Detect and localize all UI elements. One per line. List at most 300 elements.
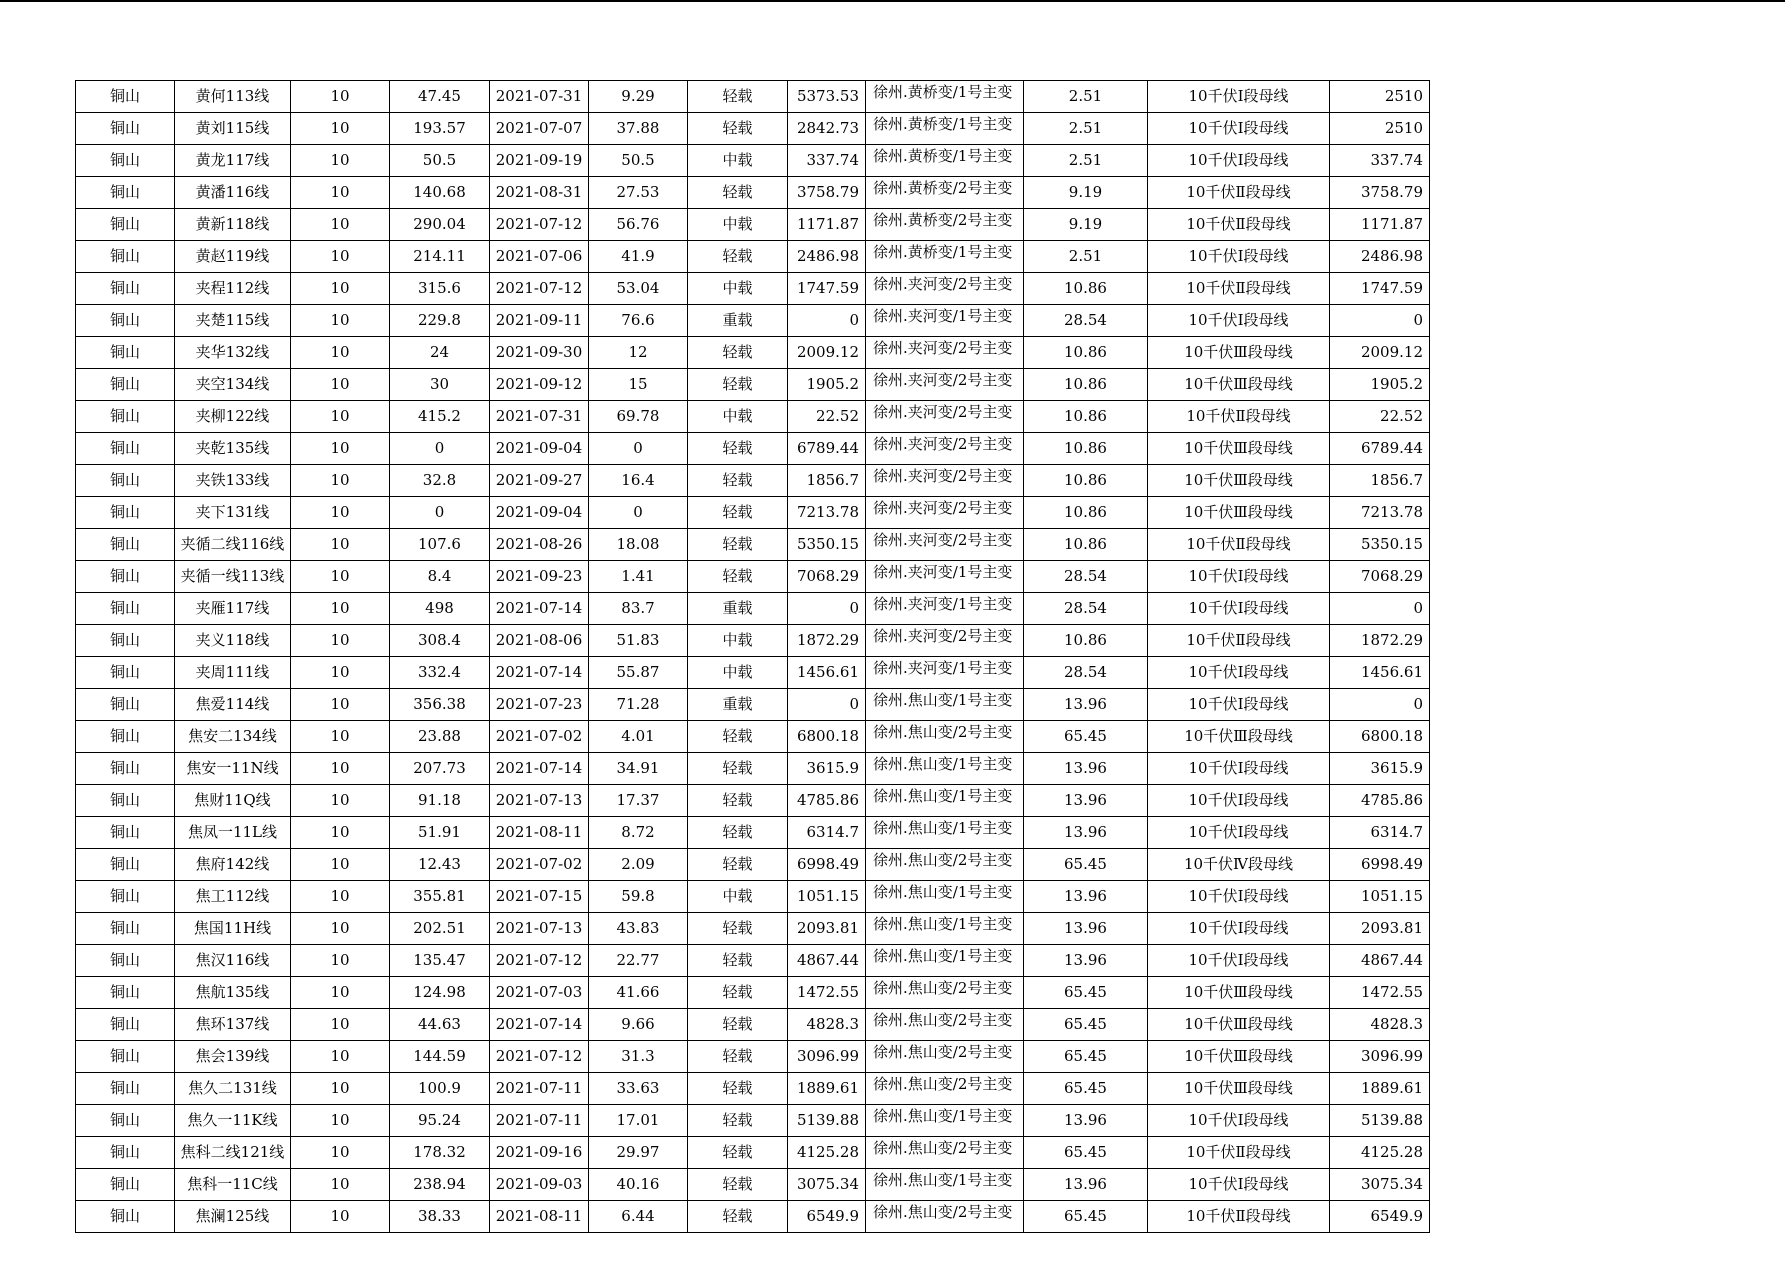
- load-rate-cell: 71.28: [589, 689, 688, 721]
- substation-transformer-text: 徐州.黄桥变/2号主变: [873, 211, 1013, 229]
- max-current-cell: 135.47: [390, 945, 490, 977]
- substation-transformer-cell: [866, 977, 1024, 1009]
- date-cell: 2021-09-04: [490, 433, 589, 465]
- max-current-cell: 308.4: [390, 625, 490, 657]
- substation-transformer-cell: [866, 625, 1024, 657]
- transferable-capacity-cell: 3096.99: [1330, 1041, 1430, 1073]
- max-current-cell: 12.43: [390, 849, 490, 881]
- available-capacity-cell: 1889.61: [788, 1073, 866, 1105]
- district-cell: 铜山: [76, 1073, 175, 1105]
- load-rate-cell: 12: [589, 337, 688, 369]
- date-cell: 2021-07-14: [490, 657, 589, 689]
- substation-transformer-text: 徐州.焦山变/1号主变: [873, 819, 1013, 837]
- load-level-cell: 轻载: [688, 1009, 788, 1041]
- transformer-margin-cell: 28.54: [1024, 305, 1148, 337]
- load-level-cell: 中载: [688, 401, 788, 433]
- load-rate-cell: 37.88: [589, 113, 688, 145]
- substation-transformer-text: 徐州.焦山变/2号主变: [873, 723, 1013, 741]
- load-level-cell: 轻载: [688, 433, 788, 465]
- bus-section-cell: 10千伏Ⅰ段母线: [1148, 593, 1330, 625]
- available-capacity-cell: 22.52: [788, 401, 866, 433]
- date-cell: 2021-07-03: [490, 977, 589, 1009]
- max-current-cell: 207.73: [390, 753, 490, 785]
- max-current-cell: 355.81: [390, 881, 490, 913]
- table-row: [76, 465, 1430, 497]
- district-cell: 铜山: [76, 689, 175, 721]
- available-capacity-cell: 1856.7: [788, 465, 866, 497]
- substation-transformer-cell: [866, 529, 1024, 561]
- bus-section-cell: 10千伏Ⅱ段母线: [1148, 1137, 1330, 1169]
- feeder-name-cell: 焦环137线: [175, 1009, 291, 1041]
- load-rate-cell: 4.01: [589, 721, 688, 753]
- substation-transformer-cell: [866, 1105, 1024, 1137]
- max-current-cell: 290.04: [390, 209, 490, 241]
- transformer-margin-cell: 13.96: [1024, 1105, 1148, 1137]
- transformer-margin-cell: 10.86: [1024, 273, 1148, 305]
- district-cell: 铜山: [76, 337, 175, 369]
- load-rate-cell: 31.3: [589, 1041, 688, 1073]
- load-level-cell: 轻载: [688, 753, 788, 785]
- date-cell: 2021-07-13: [490, 913, 589, 945]
- available-capacity-cell: 1872.29: [788, 625, 866, 657]
- substation-transformer-text: 徐州.焦山变/2号主变: [873, 1139, 1013, 1157]
- max-current-cell: 178.32: [390, 1137, 490, 1169]
- voltage-cell: 10: [291, 401, 390, 433]
- transformer-margin-cell: 13.96: [1024, 1169, 1148, 1201]
- transformer-margin-cell: 13.96: [1024, 753, 1148, 785]
- substation-transformer-text: 徐州.夹河变/2号主变: [873, 467, 1013, 485]
- available-capacity-cell: 2842.73: [788, 113, 866, 145]
- feeder-name-cell: 焦府142线: [175, 849, 291, 881]
- district-cell: 铜山: [76, 305, 175, 337]
- date-cell: 2021-07-14: [490, 593, 589, 625]
- transformer-margin-cell: 10.86: [1024, 401, 1148, 433]
- district-cell: 铜山: [76, 1105, 175, 1137]
- feeder-name-cell: 夹循一线113线: [175, 561, 291, 593]
- transferable-capacity-cell: 1747.59: [1330, 273, 1430, 305]
- available-capacity-cell: 6800.18: [788, 721, 866, 753]
- feeder-name-cell: 黄新118线: [175, 209, 291, 241]
- date-cell: 2021-09-04: [490, 497, 589, 529]
- load-rate-cell: 69.78: [589, 401, 688, 433]
- table-row: [76, 561, 1430, 593]
- load-rate-cell: 50.5: [589, 145, 688, 177]
- feeder-name-cell: 夹程112线: [175, 273, 291, 305]
- available-capacity-cell: 3096.99: [788, 1041, 866, 1073]
- substation-transformer-cell: [866, 689, 1024, 721]
- max-current-cell: 332.4: [390, 657, 490, 689]
- voltage-cell: 10: [291, 1169, 390, 1201]
- feeder-name-cell: 焦航135线: [175, 977, 291, 1009]
- transferable-capacity-cell: 6800.18: [1330, 721, 1430, 753]
- table-row: [76, 1009, 1430, 1041]
- transformer-margin-cell: 65.45: [1024, 1009, 1148, 1041]
- available-capacity-cell: 1472.55: [788, 977, 866, 1009]
- bus-section-cell: 10千伏Ⅱ段母线: [1148, 529, 1330, 561]
- voltage-cell: 10: [291, 1009, 390, 1041]
- district-cell: 铜山: [76, 1009, 175, 1041]
- feeder-name-cell: 焦爱114线: [175, 689, 291, 721]
- district-cell: 铜山: [76, 561, 175, 593]
- load-rate-cell: 34.91: [589, 753, 688, 785]
- load-level-cell: 轻载: [688, 913, 788, 945]
- district-cell: 铜山: [76, 625, 175, 657]
- load-level-cell: 中载: [688, 145, 788, 177]
- date-cell: 2021-07-12: [490, 945, 589, 977]
- voltage-cell: 10: [291, 817, 390, 849]
- table-row: [76, 209, 1430, 241]
- table-row: [76, 753, 1430, 785]
- substation-transformer-cell: [866, 561, 1024, 593]
- feeder-name-cell: 黄刘115线: [175, 113, 291, 145]
- load-rate-cell: 6.44: [589, 1201, 688, 1233]
- bus-section-cell: 10千伏Ⅰ段母线: [1148, 945, 1330, 977]
- feeder-name-cell: 焦工112线: [175, 881, 291, 913]
- table-row: [76, 497, 1430, 529]
- date-cell: 2021-09-27: [490, 465, 589, 497]
- feeder-name-cell: 夹周111线: [175, 657, 291, 689]
- max-current-cell: 229.8: [390, 305, 490, 337]
- feeder-name-cell: 夹乾135线: [175, 433, 291, 465]
- transformer-margin-cell: 10.86: [1024, 529, 1148, 561]
- table-row: [76, 241, 1430, 273]
- substation-transformer-text: 徐州.焦山变/2号主变: [873, 851, 1013, 869]
- substation-transformer-text: 徐州.黄桥变/1号主变: [873, 83, 1013, 101]
- available-capacity-cell: 5373.53: [788, 81, 866, 113]
- transferable-capacity-cell: 2093.81: [1330, 913, 1430, 945]
- transferable-capacity-cell: 2009.12: [1330, 337, 1430, 369]
- voltage-cell: 10: [291, 753, 390, 785]
- date-cell: 2021-08-26: [490, 529, 589, 561]
- district-cell: 铜山: [76, 1169, 175, 1201]
- district-cell: 铜山: [76, 369, 175, 401]
- max-current-cell: 51.91: [390, 817, 490, 849]
- voltage-cell: 10: [291, 657, 390, 689]
- date-cell: 2021-09-30: [490, 337, 589, 369]
- transferable-capacity-cell: 3075.34: [1330, 1169, 1430, 1201]
- table-row: [76, 1041, 1430, 1073]
- voltage-cell: 10: [291, 561, 390, 593]
- load-level-cell: 轻载: [688, 785, 788, 817]
- bus-section-cell: 10千伏Ⅲ段母线: [1148, 497, 1330, 529]
- substation-transformer-cell: [866, 433, 1024, 465]
- transferable-capacity-cell: 1051.15: [1330, 881, 1430, 913]
- max-current-cell: 144.59: [390, 1041, 490, 1073]
- available-capacity-cell: 4785.86: [788, 785, 866, 817]
- date-cell: 2021-07-07: [490, 113, 589, 145]
- district-cell: 铜山: [76, 113, 175, 145]
- load-level-cell: 重载: [688, 593, 788, 625]
- substation-transformer-cell: [866, 913, 1024, 945]
- load-rate-cell: 8.72: [589, 817, 688, 849]
- available-capacity-cell: 4867.44: [788, 945, 866, 977]
- transferable-capacity-cell: 4785.86: [1330, 785, 1430, 817]
- district-cell: 铜山: [76, 849, 175, 881]
- table-row: [76, 113, 1430, 145]
- voltage-cell: 10: [291, 1073, 390, 1105]
- load-level-cell: 重载: [688, 689, 788, 721]
- max-current-cell: 498: [390, 593, 490, 625]
- voltage-cell: 10: [291, 689, 390, 721]
- load-level-cell: 轻载: [688, 1169, 788, 1201]
- table-row: [76, 337, 1430, 369]
- feeder-name-cell: 夹楚115线: [175, 305, 291, 337]
- available-capacity-cell: 1905.2: [788, 369, 866, 401]
- substation-transformer-text: 徐州.夹河变/2号主变: [873, 403, 1013, 421]
- load-rate-cell: 29.97: [589, 1137, 688, 1169]
- date-cell: 2021-07-02: [490, 721, 589, 753]
- feeder-load-sheet: [75, 80, 1430, 1233]
- substation-transformer-cell: [866, 1073, 1024, 1105]
- district-cell: 铜山: [76, 977, 175, 1009]
- load-rate-cell: 43.83: [589, 913, 688, 945]
- load-level-cell: 轻载: [688, 81, 788, 113]
- available-capacity-cell: 1171.87: [788, 209, 866, 241]
- table-row: [76, 881, 1430, 913]
- transformer-margin-cell: 13.96: [1024, 913, 1148, 945]
- transformer-margin-cell: 65.45: [1024, 1073, 1148, 1105]
- substation-transformer-text: 徐州.夹河变/2号主变: [873, 339, 1013, 357]
- available-capacity-cell: 0: [788, 305, 866, 337]
- voltage-cell: 10: [291, 177, 390, 209]
- date-cell: 2021-07-12: [490, 209, 589, 241]
- load-level-cell: 轻载: [688, 241, 788, 273]
- available-capacity-cell: 3615.9: [788, 753, 866, 785]
- load-level-cell: 轻载: [688, 1041, 788, 1073]
- date-cell: 2021-08-31: [490, 177, 589, 209]
- substation-transformer-cell: [866, 1169, 1024, 1201]
- max-current-cell: 238.94: [390, 1169, 490, 1201]
- voltage-cell: 10: [291, 1201, 390, 1233]
- max-current-cell: 315.6: [390, 273, 490, 305]
- voltage-cell: 10: [291, 1137, 390, 1169]
- date-cell: 2021-07-06: [490, 241, 589, 273]
- table-row: [76, 913, 1430, 945]
- load-rate-cell: 0: [589, 433, 688, 465]
- transferable-capacity-cell: 1472.55: [1330, 977, 1430, 1009]
- substation-transformer-text: 徐州.焦山变/1号主变: [873, 755, 1013, 773]
- substation-transformer-text: 徐州.夹河变/2号主变: [873, 435, 1013, 453]
- available-capacity-cell: 1051.15: [788, 881, 866, 913]
- substation-transformer-cell: [866, 1009, 1024, 1041]
- max-current-cell: 38.33: [390, 1201, 490, 1233]
- feeder-name-cell: 焦财11Q线: [175, 785, 291, 817]
- load-level-cell: 轻载: [688, 1105, 788, 1137]
- table-row: [76, 305, 1430, 337]
- date-cell: 2021-07-31: [490, 81, 589, 113]
- max-current-cell: 140.68: [390, 177, 490, 209]
- bus-section-cell: 10千伏Ⅰ段母线: [1148, 881, 1330, 913]
- load-rate-cell: 51.83: [589, 625, 688, 657]
- transferable-capacity-cell: 2486.98: [1330, 241, 1430, 273]
- date-cell: 2021-07-12: [490, 273, 589, 305]
- feeder-name-cell: 焦科一11C线: [175, 1169, 291, 1201]
- feeder-name-cell: 焦汉116线: [175, 945, 291, 977]
- available-capacity-cell: 2009.12: [788, 337, 866, 369]
- bus-section-cell: 10千伏Ⅰ段母线: [1148, 241, 1330, 273]
- district-cell: 铜山: [76, 881, 175, 913]
- substation-transformer-cell: [866, 305, 1024, 337]
- max-current-cell: 214.11: [390, 241, 490, 273]
- voltage-cell: 10: [291, 913, 390, 945]
- transformer-margin-cell: 65.45: [1024, 977, 1148, 1009]
- bus-section-cell: 10千伏Ⅲ段母线: [1148, 337, 1330, 369]
- voltage-cell: 10: [291, 145, 390, 177]
- substation-transformer-cell: [866, 1041, 1024, 1073]
- date-cell: 2021-09-12: [490, 369, 589, 401]
- load-rate-cell: 53.04: [589, 273, 688, 305]
- transformer-margin-cell: 13.96: [1024, 785, 1148, 817]
- bus-section-cell: 10千伏Ⅰ段母线: [1148, 817, 1330, 849]
- date-cell: 2021-07-13: [490, 785, 589, 817]
- bus-section-cell: 10千伏Ⅰ段母线: [1148, 81, 1330, 113]
- voltage-cell: 10: [291, 1105, 390, 1137]
- date-cell: 2021-08-11: [490, 817, 589, 849]
- table-row: [76, 177, 1430, 209]
- max-current-cell: 95.24: [390, 1105, 490, 1137]
- load-rate-cell: 2.09: [589, 849, 688, 881]
- transformer-margin-cell: 13.96: [1024, 881, 1148, 913]
- available-capacity-cell: 1456.61: [788, 657, 866, 689]
- load-level-cell: 轻载: [688, 977, 788, 1009]
- transferable-capacity-cell: 337.74: [1330, 145, 1430, 177]
- district-cell: 铜山: [76, 529, 175, 561]
- available-capacity-cell: 3758.79: [788, 177, 866, 209]
- bus-section-cell: 10千伏Ⅱ段母线: [1148, 273, 1330, 305]
- district-cell: 铜山: [76, 913, 175, 945]
- feeder-name-cell: 黄赵119线: [175, 241, 291, 273]
- transferable-capacity-cell: 2510: [1330, 81, 1430, 113]
- table-row: [76, 657, 1430, 689]
- load-rate-cell: 9.29: [589, 81, 688, 113]
- voltage-cell: 10: [291, 881, 390, 913]
- substation-transformer-cell: [866, 657, 1024, 689]
- district-cell: 铜山: [76, 401, 175, 433]
- feeder-name-cell: 焦国11H线: [175, 913, 291, 945]
- substation-transformer-cell: [866, 1201, 1024, 1233]
- transformer-margin-cell: 13.96: [1024, 689, 1148, 721]
- date-cell: 2021-09-11: [490, 305, 589, 337]
- date-cell: 2021-07-14: [490, 753, 589, 785]
- load-level-cell: 轻载: [688, 465, 788, 497]
- bus-section-cell: 10千伏Ⅱ段母线: [1148, 625, 1330, 657]
- feeder-name-cell: 夹下131线: [175, 497, 291, 529]
- transferable-capacity-cell: 6998.49: [1330, 849, 1430, 881]
- load-rate-cell: 83.7: [589, 593, 688, 625]
- feeder-name-cell: 黄何113线: [175, 81, 291, 113]
- transferable-capacity-cell: 0: [1330, 689, 1430, 721]
- table-row: [76, 977, 1430, 1009]
- district-cell: 铜山: [76, 433, 175, 465]
- load-level-cell: 轻载: [688, 177, 788, 209]
- district-cell: 铜山: [76, 721, 175, 753]
- feeder-name-cell: 焦科二线121线: [175, 1137, 291, 1169]
- load-rate-cell: 55.87: [589, 657, 688, 689]
- substation-transformer-cell: [866, 369, 1024, 401]
- date-cell: 2021-07-31: [490, 401, 589, 433]
- district-cell: 铜山: [76, 465, 175, 497]
- load-level-cell: 中载: [688, 657, 788, 689]
- load-level-cell: 中载: [688, 273, 788, 305]
- substation-transformer-text: 徐州.焦山变/2号主变: [873, 1011, 1013, 1029]
- load-level-cell: 轻载: [688, 721, 788, 753]
- bus-section-cell: 10千伏Ⅲ段母线: [1148, 1073, 1330, 1105]
- transformer-margin-cell: 28.54: [1024, 593, 1148, 625]
- transformer-margin-cell: 10.86: [1024, 337, 1148, 369]
- transformer-margin-cell: 10.86: [1024, 369, 1148, 401]
- max-current-cell: 24: [390, 337, 490, 369]
- transformer-margin-cell: 65.45: [1024, 849, 1148, 881]
- substation-transformer-text: 徐州.黄桥变/1号主变: [873, 243, 1013, 261]
- transformer-margin-cell: 10.86: [1024, 625, 1148, 657]
- voltage-cell: 10: [291, 593, 390, 625]
- table-row: [76, 1169, 1430, 1201]
- bus-section-cell: 10千伏Ⅰ段母线: [1148, 145, 1330, 177]
- substation-transformer-cell: [866, 1137, 1024, 1169]
- transferable-capacity-cell: 1856.7: [1330, 465, 1430, 497]
- transformer-margin-cell: 2.51: [1024, 241, 1148, 273]
- substation-transformer-text: 徐州.夹河变/2号主变: [873, 371, 1013, 389]
- transformer-margin-cell: 13.96: [1024, 817, 1148, 849]
- feeder-load-table: [75, 80, 1430, 1233]
- voltage-cell: 10: [291, 497, 390, 529]
- max-current-cell: 23.88: [390, 721, 490, 753]
- bus-section-cell: 10千伏Ⅱ段母线: [1148, 1201, 1330, 1233]
- feeder-name-cell: 夹义118线: [175, 625, 291, 657]
- district-cell: 铜山: [76, 657, 175, 689]
- transferable-capacity-cell: 1456.61: [1330, 657, 1430, 689]
- load-rate-cell: 76.6: [589, 305, 688, 337]
- available-capacity-cell: 5139.88: [788, 1105, 866, 1137]
- feeder-name-cell: 焦凤一11L线: [175, 817, 291, 849]
- substation-transformer-text: 徐州.夹河变/2号主变: [873, 531, 1013, 549]
- available-capacity-cell: 6998.49: [788, 849, 866, 881]
- bus-section-cell: 10千伏Ⅱ段母线: [1148, 209, 1330, 241]
- load-level-cell: 轻载: [688, 529, 788, 561]
- transferable-capacity-cell: 5139.88: [1330, 1105, 1430, 1137]
- transformer-margin-cell: 9.19: [1024, 209, 1148, 241]
- load-level-cell: 轻载: [688, 337, 788, 369]
- load-rate-cell: 1.41: [589, 561, 688, 593]
- table-row: [76, 945, 1430, 977]
- substation-transformer-cell: [866, 721, 1024, 753]
- feeder-name-cell: 黄潘116线: [175, 177, 291, 209]
- table-row: [76, 433, 1430, 465]
- bus-section-cell: 10千伏Ⅰ段母线: [1148, 1169, 1330, 1201]
- substation-transformer-cell: [866, 785, 1024, 817]
- district-cell: 铜山: [76, 945, 175, 977]
- transferable-capacity-cell: 7068.29: [1330, 561, 1430, 593]
- voltage-cell: 10: [291, 113, 390, 145]
- transferable-capacity-cell: 1889.61: [1330, 1073, 1430, 1105]
- date-cell: 2021-07-14: [490, 1009, 589, 1041]
- transferable-capacity-cell: 1872.29: [1330, 625, 1430, 657]
- transformer-margin-cell: 10.86: [1024, 433, 1148, 465]
- table-row: [76, 81, 1430, 113]
- substation-transformer-text: 徐州.夹河变/1号主变: [873, 563, 1013, 581]
- feeder-name-cell: 焦久二131线: [175, 1073, 291, 1105]
- transformer-margin-cell: 10.86: [1024, 497, 1148, 529]
- substation-transformer-text: 徐州.焦山变/1号主变: [873, 947, 1013, 965]
- table-row: [76, 1073, 1430, 1105]
- substation-transformer-cell: [866, 177, 1024, 209]
- district-cell: 铜山: [76, 81, 175, 113]
- load-level-cell: 轻载: [688, 945, 788, 977]
- feeder-name-cell: 夹铁133线: [175, 465, 291, 497]
- substation-transformer-text: 徐州.夹河变/2号主变: [873, 627, 1013, 645]
- date-cell: 2021-07-15: [490, 881, 589, 913]
- substation-transformer-cell: [866, 849, 1024, 881]
